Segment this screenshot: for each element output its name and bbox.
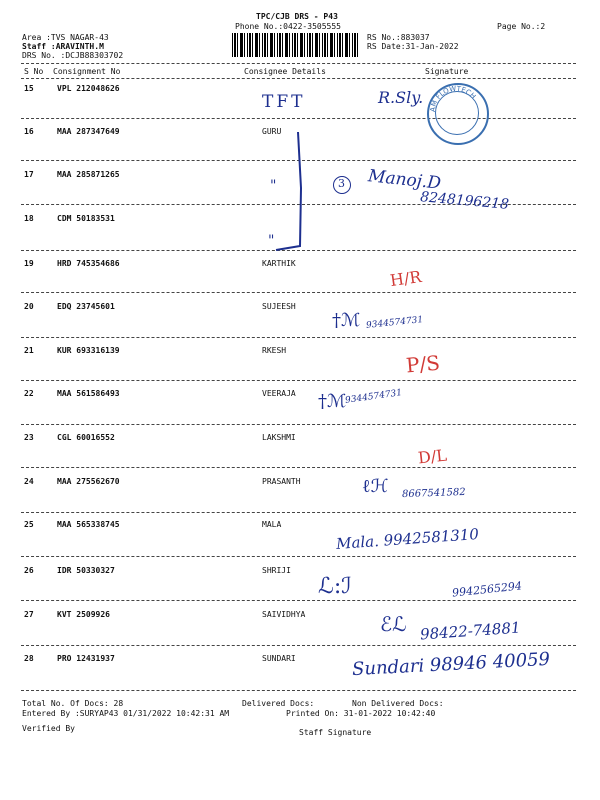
signature-scribble: ℒ:ℐ bbox=[318, 574, 352, 599]
drs-number: DRS No. :DCJB88303702 bbox=[22, 51, 124, 60]
circled-number-text: 3 bbox=[338, 177, 345, 190]
row-consignee: SUNDARI bbox=[262, 654, 296, 663]
row-sno: 15 bbox=[24, 84, 34, 93]
ditto-mark: " bbox=[268, 233, 275, 249]
row-consignment: EDQ 23745601 bbox=[57, 302, 115, 311]
staff-label: Staff :ARAVINTH.M bbox=[22, 42, 104, 51]
column-header-signature: Signature bbox=[425, 67, 469, 76]
svg-text:AM FLOWTECH bbox=[429, 85, 477, 113]
row-consignment: MAA 285871265 bbox=[57, 170, 120, 179]
handwritten-phone: 9344574731 bbox=[344, 388, 403, 406]
column-header-consignment: Consignment No bbox=[53, 67, 121, 76]
row-divider bbox=[21, 645, 576, 646]
ditto-mark: " bbox=[270, 178, 277, 194]
phone-number: Phone No.:0422-3505555 bbox=[235, 22, 341, 31]
row-consignee: SAIVIDHYA bbox=[262, 610, 306, 619]
rs-date: RS Date:31-Jan-2022 bbox=[367, 42, 459, 51]
row-consignee: SUJEESH bbox=[262, 302, 296, 311]
signature-scribble: †ℳ bbox=[318, 391, 347, 412]
verified-by: Verified By bbox=[22, 724, 75, 733]
handwritten-phone: 8667541582 bbox=[401, 486, 466, 501]
document-title: TPC/CJB DRS - P43 bbox=[256, 12, 338, 21]
row-sno: 26 bbox=[24, 566, 34, 575]
table-row bbox=[0, 302, 600, 322]
row-divider bbox=[21, 337, 576, 338]
rs-number: RS No.:883037 bbox=[367, 33, 430, 42]
row-consignment: CDM 50183531 bbox=[57, 214, 115, 223]
row-divider bbox=[21, 292, 576, 293]
row-consignee: SHRIJI bbox=[262, 566, 291, 575]
row-divider bbox=[21, 556, 576, 557]
row-consignee: VEERAJA bbox=[262, 389, 296, 398]
column-header-sno: S No bbox=[24, 67, 44, 76]
handwritten-status: D/L bbox=[417, 445, 448, 468]
row-consignment: CGL 60016552 bbox=[57, 433, 115, 442]
row-consignment: MAA 565338745 bbox=[57, 520, 120, 529]
table-row bbox=[0, 259, 600, 279]
bracket-line bbox=[276, 132, 301, 250]
row-consignee: PRASANTH bbox=[262, 477, 301, 486]
handwritten-status: H/R bbox=[388, 266, 423, 291]
row-consignee: LAKSHMI bbox=[262, 433, 296, 442]
handwritten-name-phone: Sundari 98946 40059 bbox=[351, 648, 551, 681]
row-consignment: MAA 275562670 bbox=[57, 477, 120, 486]
row-sno: 18 bbox=[24, 214, 34, 223]
circled-number bbox=[333, 176, 351, 194]
table-row bbox=[0, 389, 600, 409]
divider bbox=[21, 63, 576, 64]
row-consignment: MAA 287347649 bbox=[57, 127, 120, 136]
row-sno: 16 bbox=[24, 127, 34, 136]
handwritten-signature: R.Sly. bbox=[378, 88, 424, 107]
handwritten-phone: 8248196218 bbox=[419, 189, 510, 213]
row-sno: 23 bbox=[24, 433, 34, 442]
stamp-text-arc bbox=[427, 83, 485, 141]
row-consignment: PRO 12431937 bbox=[57, 654, 115, 663]
row-consignee: RKESH bbox=[262, 346, 287, 355]
handwritten-status: P/S bbox=[405, 350, 441, 378]
table-row bbox=[0, 520, 600, 540]
row-consignment: VPL 212048626 bbox=[57, 84, 120, 93]
row-divider bbox=[21, 424, 576, 425]
row-consignment: IDR 50330327 bbox=[57, 566, 115, 575]
table-row bbox=[0, 346, 600, 366]
row-divider bbox=[21, 467, 576, 468]
row-sno: 20 bbox=[24, 302, 34, 311]
row-consignee: MALA bbox=[262, 520, 282, 529]
row-consignment: MAA 561586493 bbox=[57, 389, 120, 398]
divider bbox=[21, 78, 576, 79]
handwritten-phone: 98422-74881 bbox=[419, 618, 522, 644]
row-divider bbox=[21, 600, 576, 601]
row-sno: 25 bbox=[24, 520, 34, 529]
row-consignment: KUR 693316139 bbox=[57, 346, 120, 355]
row-sno: 21 bbox=[24, 346, 34, 355]
entered-by: Entered By :SURYAP43 01/31/2022 10:42:31 AM bbox=[22, 709, 230, 718]
non-delivered-docs: Non Delivered Docs: bbox=[352, 699, 444, 708]
row-sno: 22 bbox=[24, 389, 34, 398]
handwritten-phone: 9344574731 bbox=[365, 315, 424, 331]
row-consignee: KARTHIK bbox=[262, 259, 296, 268]
table-row bbox=[0, 433, 600, 453]
signature-scribble: ℰℒ bbox=[380, 612, 407, 636]
row-sno: 27 bbox=[24, 610, 34, 619]
row-sno: 28 bbox=[24, 654, 34, 663]
page-number: Page No.:2 bbox=[497, 22, 546, 31]
stamp-text: AM FLOWTECH bbox=[428, 84, 478, 113]
row-sno: 17 bbox=[24, 170, 34, 179]
table-row bbox=[0, 477, 600, 497]
company-stamp bbox=[427, 83, 489, 145]
signature-scribble: ℓℋ bbox=[362, 476, 389, 497]
row-consignee: GURU bbox=[262, 127, 282, 136]
column-header-consignee: Consignee Details bbox=[244, 67, 326, 76]
handwritten-name: Manoj.D bbox=[367, 166, 442, 194]
row-divider bbox=[21, 690, 576, 691]
area-label: Area :TVS NAGAR-43 bbox=[22, 33, 109, 42]
row-divider bbox=[21, 118, 576, 119]
staff-signature: Staff Signature bbox=[299, 728, 372, 737]
row-consignment: KVT 2509926 bbox=[57, 610, 110, 619]
total-docs: Total No. Of Docs: 28 bbox=[22, 699, 124, 708]
handwritten-tft: TFT bbox=[262, 92, 306, 112]
barcode bbox=[232, 33, 358, 57]
row-divider bbox=[21, 512, 576, 513]
handwritten-name-phone: Mala. 9942581310 bbox=[335, 525, 480, 553]
printed-on: Printed On: 31-01-2022 10:42:40 bbox=[286, 709, 436, 718]
row-divider bbox=[21, 380, 576, 381]
row-consignment: HRD 745354686 bbox=[57, 259, 120, 268]
row-sno: 19 bbox=[24, 259, 34, 268]
delivered-docs: Delivered Docs: bbox=[242, 699, 315, 708]
handwritten-phone: 9942565294 bbox=[451, 579, 523, 600]
signature-scribble: †ℳ bbox=[332, 310, 361, 331]
row-sno: 24 bbox=[24, 477, 34, 486]
